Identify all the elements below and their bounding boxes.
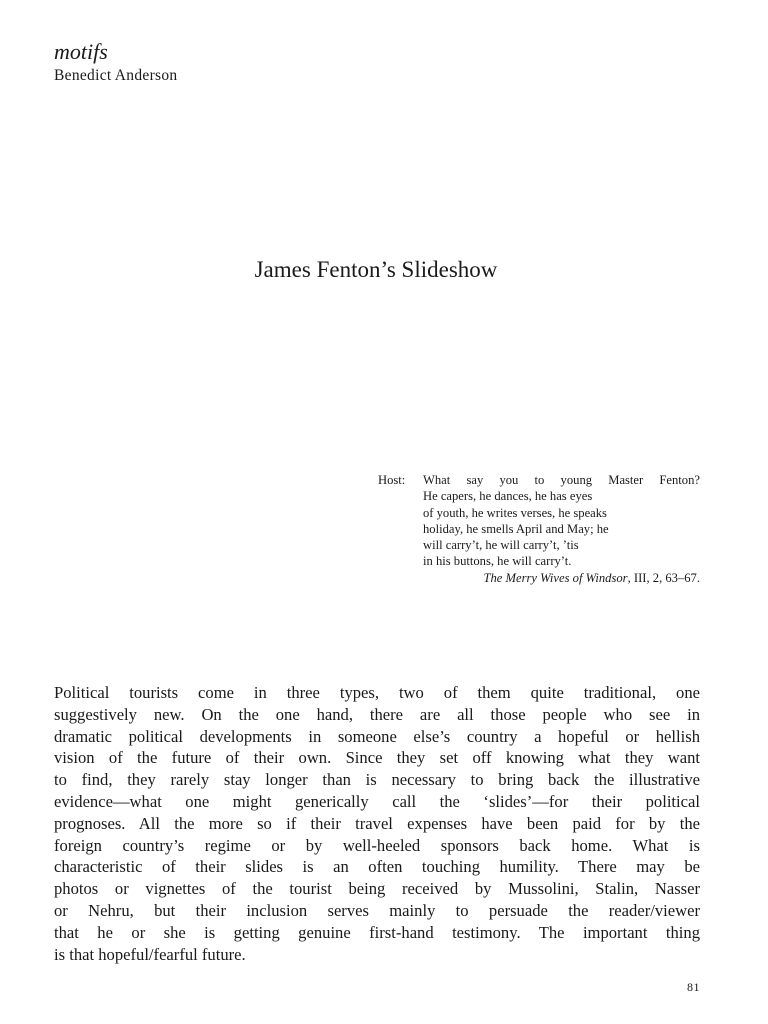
body-line: photos or vignettes of the tourist being received by Mussolini, Stalin, Nasser bbox=[54, 879, 700, 899]
author-name: Benedict Anderson bbox=[54, 67, 178, 84]
epigraph-line: He capers, he dances, he has eyes bbox=[423, 489, 593, 504]
epigraph-verse bbox=[423, 472, 700, 586]
body-line: suggestively new. On the one hand, there are all those people who see in bbox=[54, 704, 700, 724]
page-number: 81 bbox=[687, 980, 700, 994]
body-line: Political tourists come in three types, two of them quite traditional, one bbox=[54, 683, 700, 702]
body-line: foreign country’s regime or by well-heeled sponsors back home. What is bbox=[54, 835, 700, 855]
epigraph-speaker: Host: bbox=[378, 473, 406, 487]
epigraph-line: holiday, he smells April and May; he bbox=[423, 521, 609, 536]
epigraph-line: of youth, he writes verses, he speaks bbox=[423, 505, 607, 520]
body-line: characteristic of their slides is an often touching humility. There may be bbox=[54, 857, 700, 877]
body-line: evidence—what one might generically call the ‘slides’—for their political bbox=[54, 791, 700, 811]
body-line: is that hopeful/fearful future. bbox=[54, 944, 246, 964]
epigraph-line: will carry’t, he will carry’t, ’tis bbox=[423, 538, 579, 553]
epigraph-source-work: The Merry Wives of Windsor bbox=[483, 570, 628, 585]
body-line: vision of the future of their own. Since they set off knowing what they want bbox=[54, 748, 700, 768]
section-label: motifs bbox=[54, 39, 108, 64]
body-paragraph bbox=[54, 682, 700, 965]
epigraph-line: What say you to young Master Fenton? bbox=[423, 473, 700, 487]
body-line: to find, they rarely stay longer than is necessary to bring back the illustrative bbox=[54, 770, 700, 790]
body-line: dramatic political developments in someone else’s country a hopeful or hellish bbox=[54, 726, 700, 746]
body-line: prognoses. All the more so if their travel expenses have been paid for by the bbox=[54, 813, 700, 833]
epigraph-source bbox=[423, 570, 700, 586]
epigraph-source-reference: , III, 2, 63–67. bbox=[627, 570, 700, 585]
body-line: that he or she is getting genuine first-hand testimony. The important thing bbox=[54, 922, 700, 942]
epigraph-line: in his buttons, he will carry’t. bbox=[423, 554, 572, 569]
article-title: James Fenton’s Slideshow bbox=[254, 257, 498, 282]
body-line: or Nehru, but their inclusion serves mainly to persuade the reader/viewer bbox=[54, 900, 700, 920]
